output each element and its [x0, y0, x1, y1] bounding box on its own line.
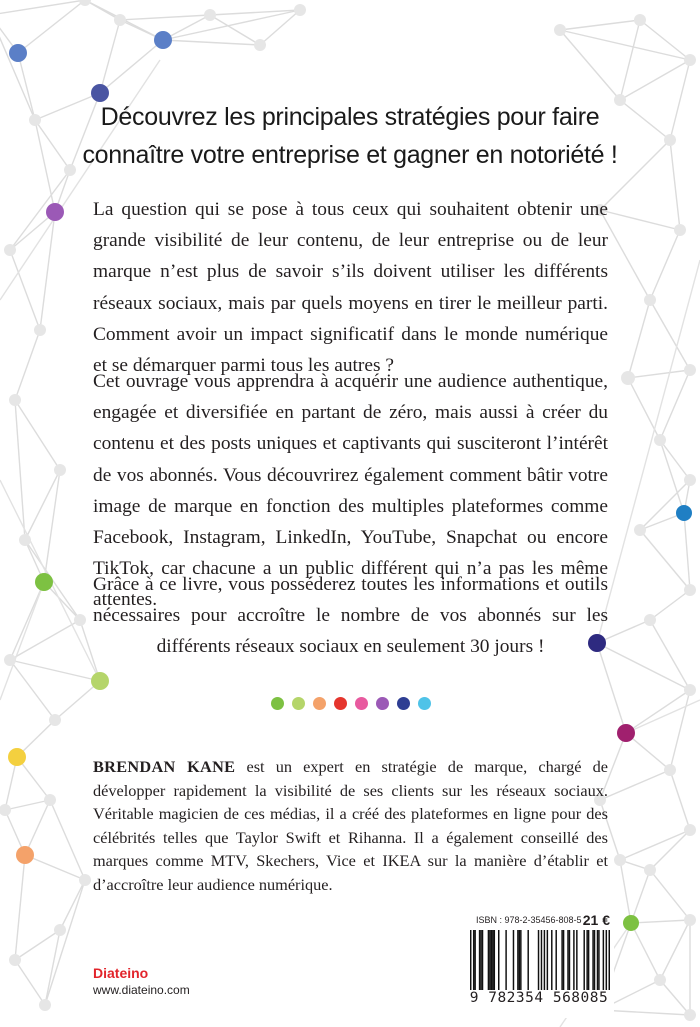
- network-edge: [650, 830, 690, 870]
- network-edge: [260, 10, 300, 45]
- network-node: [684, 54, 696, 66]
- network-edge: [45, 930, 60, 1005]
- barcode-bar: [492, 930, 493, 990]
- network-edge: [597, 260, 700, 643]
- network-node: [54, 464, 66, 476]
- network-edge: [620, 860, 631, 923]
- network-edge: [670, 60, 690, 140]
- network-node-colored: [154, 31, 172, 49]
- barcode-bar: [489, 930, 490, 990]
- network-edge: [626, 700, 700, 733]
- network-node: [614, 854, 626, 866]
- headline: Découvrez les principales stratégies pour faire connaître votre entreprise et gagner en notoriété !: [82, 103, 618, 169]
- network-node: [39, 999, 51, 1011]
- network-edge: [210, 15, 260, 45]
- network-edge: [0, 582, 44, 700]
- network-edge: [670, 140, 680, 230]
- barcode-bar: [541, 930, 542, 990]
- network-edge: [628, 378, 660, 440]
- barcode-bar: [488, 930, 489, 990]
- separator-dot: [271, 697, 284, 710]
- network-node: [9, 954, 21, 966]
- network-node: [684, 824, 696, 836]
- network-node: [0, 804, 11, 816]
- barcode-bar: [473, 930, 474, 990]
- barcode-bar: [588, 930, 589, 990]
- network-node: [634, 524, 646, 536]
- barcode-bar: [513, 930, 514, 990]
- barcode-bar: [480, 930, 481, 990]
- network-edge: [650, 870, 690, 920]
- network-node: [4, 244, 16, 256]
- network-edge: [660, 440, 684, 513]
- separator-dot: [355, 697, 368, 710]
- network-edge: [650, 300, 690, 370]
- publisher-website: www.diateino.com: [93, 983, 190, 997]
- network-edge: [0, 0, 85, 15]
- network-edge: [628, 300, 650, 378]
- separator-dot: [418, 697, 431, 710]
- separator-dot: [397, 697, 410, 710]
- network-node: [49, 714, 61, 726]
- network-node-colored: [8, 748, 26, 766]
- barcode-bar: [527, 930, 528, 990]
- barcode-bar: [598, 930, 599, 990]
- network-node: [684, 914, 696, 926]
- barcode-bar: [569, 930, 570, 990]
- network-node-colored: [623, 915, 639, 931]
- barcode-bar: [479, 930, 480, 990]
- barcode-bar: [592, 930, 593, 990]
- network-node: [644, 864, 656, 876]
- network-node-colored: [9, 44, 27, 62]
- network-edge: [620, 830, 690, 860]
- network-edge: [620, 60, 690, 100]
- network-node: [674, 224, 686, 236]
- network-node: [79, 0, 91, 6]
- barcode-bars: [470, 930, 610, 990]
- network-edge: [660, 440, 690, 480]
- network-edge: [631, 870, 650, 923]
- network-edge: [25, 800, 50, 855]
- barcode-bar: [573, 930, 574, 990]
- barcode-bar: [519, 930, 520, 990]
- author-name: BRENDAN KANE: [93, 757, 236, 776]
- price-label: 21 €: [582, 912, 610, 928]
- network-edge: [560, 30, 620, 100]
- network-edge: [5, 800, 50, 810]
- barcode-bar: [474, 930, 475, 990]
- barcode-bar: [594, 930, 595, 990]
- network-node: [29, 114, 41, 126]
- barcode-bar: [470, 930, 471, 990]
- network-node: [204, 9, 216, 21]
- author-bio: [93, 755, 608, 897]
- paragraph-content: Cet ouvrage vous apprendra à acquérir une audience authentique, engagée et diversifiée en partant de zéro, mais aussi à créer du contenu et des posts uniques et captivants qui susciteront l’intérêt de vos abonnés. Vous découvrirez également comment bâtir votre image de marque en fonction des multiples plateformes comme Facebook, Instagram, LinkedIn, YouTube, Snapchat ou encore TikTok, car chacune a un public différent qui n’a pas les même attentes.: [93, 371, 608, 611]
- barcode-bar: [538, 930, 539, 990]
- barcode-bar: [520, 930, 521, 990]
- publisher-logo: Diateino: [93, 965, 149, 981]
- network-node: [9, 394, 21, 406]
- barcode-bar: [505, 930, 506, 990]
- network-edge: [100, 40, 163, 93]
- network-node: [34, 324, 46, 336]
- separator-dot: [334, 697, 347, 710]
- network-node: [654, 434, 666, 446]
- barcode-bar: [609, 930, 610, 990]
- barcode-bar: [551, 930, 552, 990]
- network-edge: [45, 880, 85, 1005]
- network-node-colored: [617, 724, 635, 742]
- barcode-bar: [491, 930, 492, 990]
- barcode-bar: [482, 930, 483, 990]
- network-node-colored: [91, 672, 109, 690]
- colored-dots-separator: [271, 697, 431, 711]
- network-node: [664, 764, 676, 776]
- network-node-colored: [16, 846, 34, 864]
- barcode-bar: [597, 930, 598, 990]
- network-edge: [60, 880, 85, 930]
- network-node: [54, 924, 66, 936]
- barcode-bar: [567, 930, 568, 990]
- network-node: [684, 364, 696, 376]
- paragraph-intro: La question qui se pose à tous ceux qui souhaitent obtenir une grande visibilité de leur contenu, de leur entreprise ou de leur marque n’est plus de savoir s’ils doivent utiliser les différents réseaux sociaux, mais par quels moyens en tirer le meilleur parti. Comment avoir un impact significatif dans le monde numérique et se démarquer parmi tous les autres ?: [93, 199, 608, 377]
- barcode-bar: [583, 930, 584, 990]
- barcode-bar: [603, 930, 604, 990]
- network-node: [684, 584, 696, 596]
- network-edge: [120, 15, 210, 20]
- network-node: [634, 14, 646, 26]
- network-edge: [0, 15, 35, 120]
- network-edge: [15, 855, 25, 960]
- paragraph-promise: Grâce à ce livre, vous posséderez toutes les informations et outils nécessaires pour accroître le nombre de vos abonnés sur les différents réseaux sociaux en seulement 30 jours !: [93, 574, 608, 658]
- network-edge: [660, 980, 690, 1015]
- network-edge: [600, 210, 680, 230]
- barcode-number: 9 782354 568085: [469, 990, 609, 1006]
- network-node: [654, 974, 666, 986]
- network-node: [554, 24, 566, 36]
- barcode-bar: [576, 930, 577, 990]
- network-edge: [660, 920, 690, 980]
- network-node: [44, 794, 56, 806]
- network-edge: [15, 400, 60, 470]
- barcode-bar: [606, 930, 607, 990]
- network-node: [684, 474, 696, 486]
- barcode-bar: [494, 930, 495, 990]
- barcode-bar: [555, 930, 556, 990]
- network-edge: [163, 40, 260, 45]
- isbn-price-row: [468, 912, 612, 928]
- separator-dot: [376, 697, 389, 710]
- network-node-colored: [35, 573, 53, 591]
- network-edge: [628, 370, 690, 378]
- network-edge: [650, 230, 680, 300]
- network-edge: [640, 530, 690, 590]
- network-edge: [631, 920, 690, 923]
- network-edge: [670, 770, 690, 830]
- network-edge: [684, 513, 690, 590]
- barcode-bar: [517, 930, 518, 990]
- network-node: [644, 614, 656, 626]
- network-node: [74, 614, 86, 626]
- barcode-bar: [563, 930, 564, 990]
- network-edge: [660, 370, 690, 440]
- barcode-bar: [561, 930, 562, 990]
- network-edge: [15, 960, 45, 1005]
- network-node: [684, 1009, 696, 1021]
- network-edge: [640, 480, 690, 530]
- isbn-label: ISBN : 978-2-35456-808-5: [476, 915, 582, 925]
- network-node: [254, 39, 266, 51]
- network-edge: [620, 20, 640, 100]
- network-edge: [18, 0, 85, 53]
- network-node-colored: [46, 203, 64, 221]
- network-node: [114, 14, 126, 26]
- network-node: [664, 134, 676, 146]
- network-node: [294, 4, 306, 16]
- network-edge: [15, 930, 60, 960]
- network-edge: [100, 20, 120, 93]
- separator-dot: [292, 697, 305, 710]
- author-bio-text: est un expert en stratégie de marque, chargé de développer rapidement la visibilité de ses clients sur les réseaux sociaux. Véritable magicien de ces médias, il a créé des plateformes en ligne pour des célébrités telles que Taylor Swift et Rihanna. Il a également conseillé des marques comme MTV, Skechers, Vice et IKEA sur la manière d’établir et d’accroître leur audience numérique.: [93, 757, 608, 894]
- barcode-panel: [464, 908, 614, 1018]
- network-edge: [10, 620, 80, 660]
- barcode-bar: [544, 930, 545, 990]
- network-edge: [15, 330, 40, 400]
- barcode-bar: [586, 930, 587, 990]
- network-node: [621, 371, 635, 385]
- barcode-bar: [498, 930, 499, 990]
- barcode-bar: [547, 930, 548, 990]
- network-node: [79, 874, 91, 886]
- network-edge: [560, 20, 640, 30]
- network-node: [684, 684, 696, 696]
- network-edge: [631, 923, 660, 980]
- separator-dot: [313, 697, 326, 710]
- network-node: [4, 654, 16, 666]
- network-node: [644, 294, 656, 306]
- network-node-colored: [676, 505, 692, 521]
- network-edge: [650, 590, 690, 620]
- network-node: [19, 534, 31, 546]
